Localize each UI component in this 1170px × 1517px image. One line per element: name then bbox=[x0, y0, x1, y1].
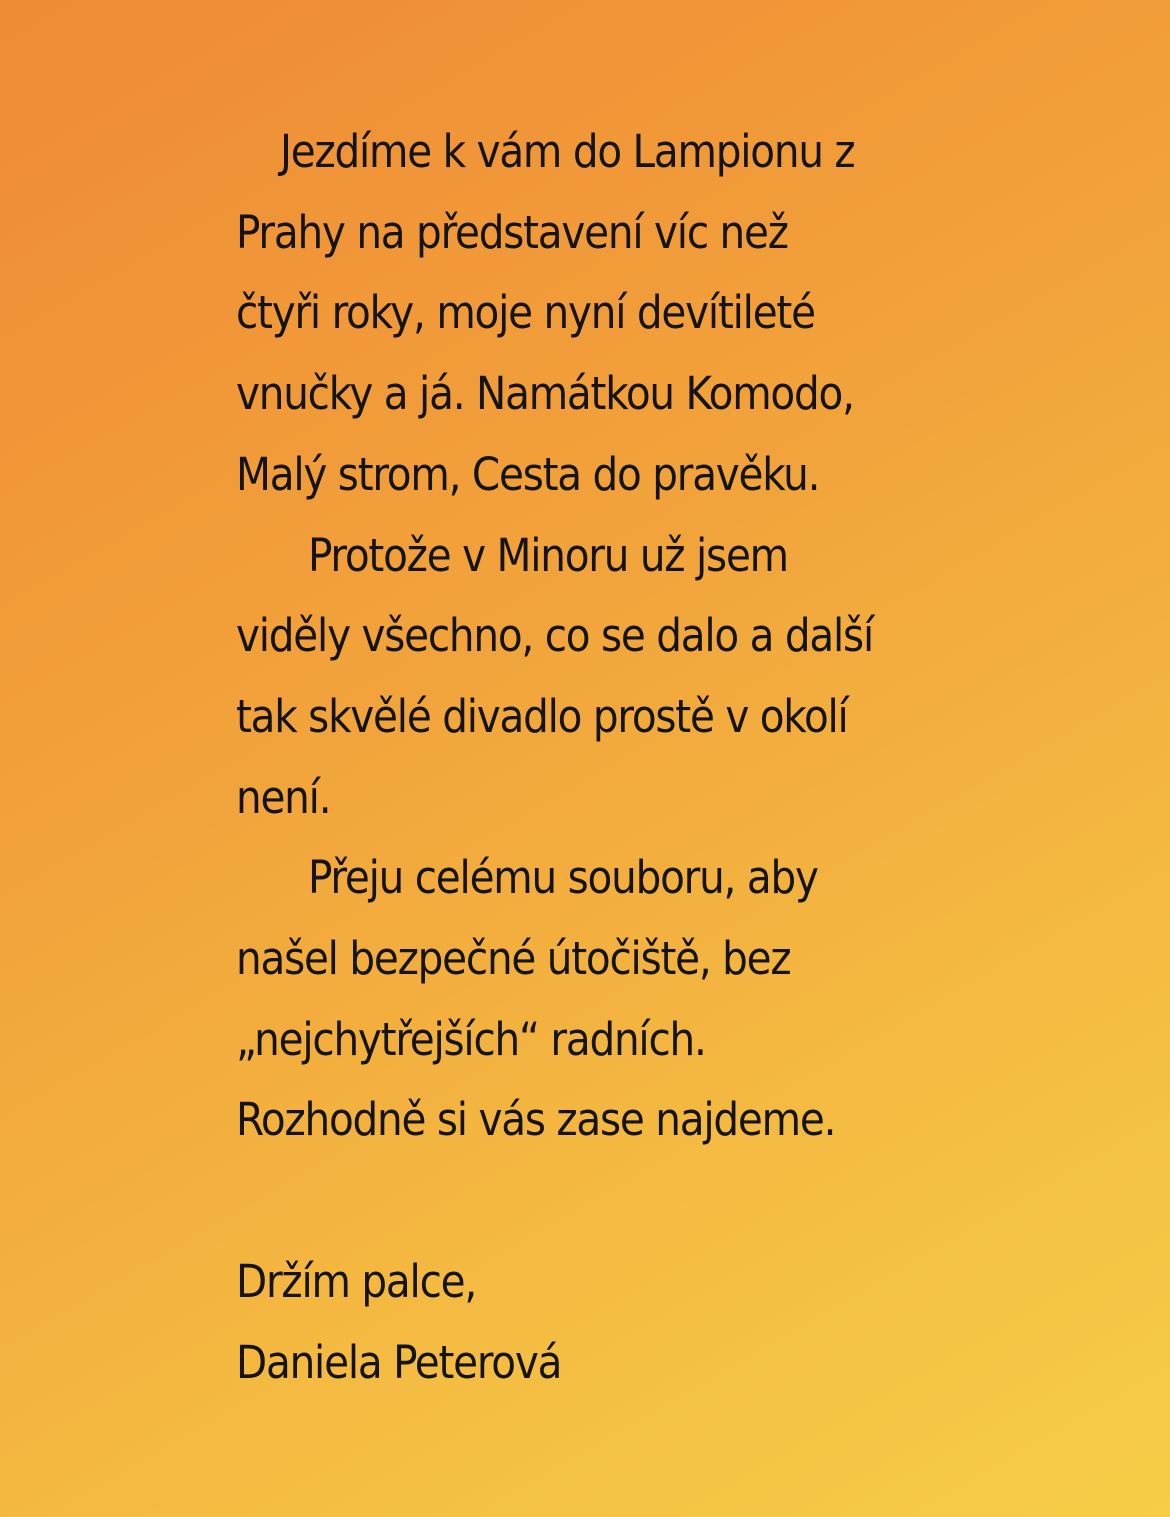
text-line: Prahy na představení víc než bbox=[236, 205, 788, 259]
text-line: Rozhodně si vás zase najdeme. bbox=[236, 1093, 836, 1147]
paragraph-2 bbox=[236, 516, 956, 839]
closing-line: Držím palce, bbox=[236, 1254, 476, 1308]
signature-name: Daniela Peterová bbox=[236, 1335, 562, 1389]
text-line: „nejchytřejších“ radních. bbox=[236, 1012, 706, 1066]
text-line: našel bezpečné útočiště, bez bbox=[236, 932, 791, 986]
text-line: čtyři roky, moje nyní devítileté bbox=[236, 286, 815, 340]
text-line: Přeju celému souboru, aby bbox=[308, 851, 818, 905]
text-line: není. bbox=[236, 770, 331, 824]
text-line: Jezdíme k vám do Lampionu z bbox=[280, 125, 855, 178]
text-line: viděly všechno, co se dalo a další bbox=[236, 609, 873, 663]
text-line: tak skvělé divadlo prostě v okolí bbox=[236, 689, 848, 743]
paragraph-1 bbox=[236, 112, 956, 516]
sign-off bbox=[236, 1242, 956, 1403]
text-line: vnučky a já. Namátkou Komodo, bbox=[236, 367, 854, 421]
paragraph-3 bbox=[236, 838, 956, 1161]
text-line: Protože v Minoru už jsem bbox=[308, 528, 788, 582]
letter-body bbox=[236, 112, 956, 1403]
blank-line bbox=[236, 1161, 956, 1242]
text-line: Malý strom, Cesta do pravěku. bbox=[236, 447, 820, 501]
